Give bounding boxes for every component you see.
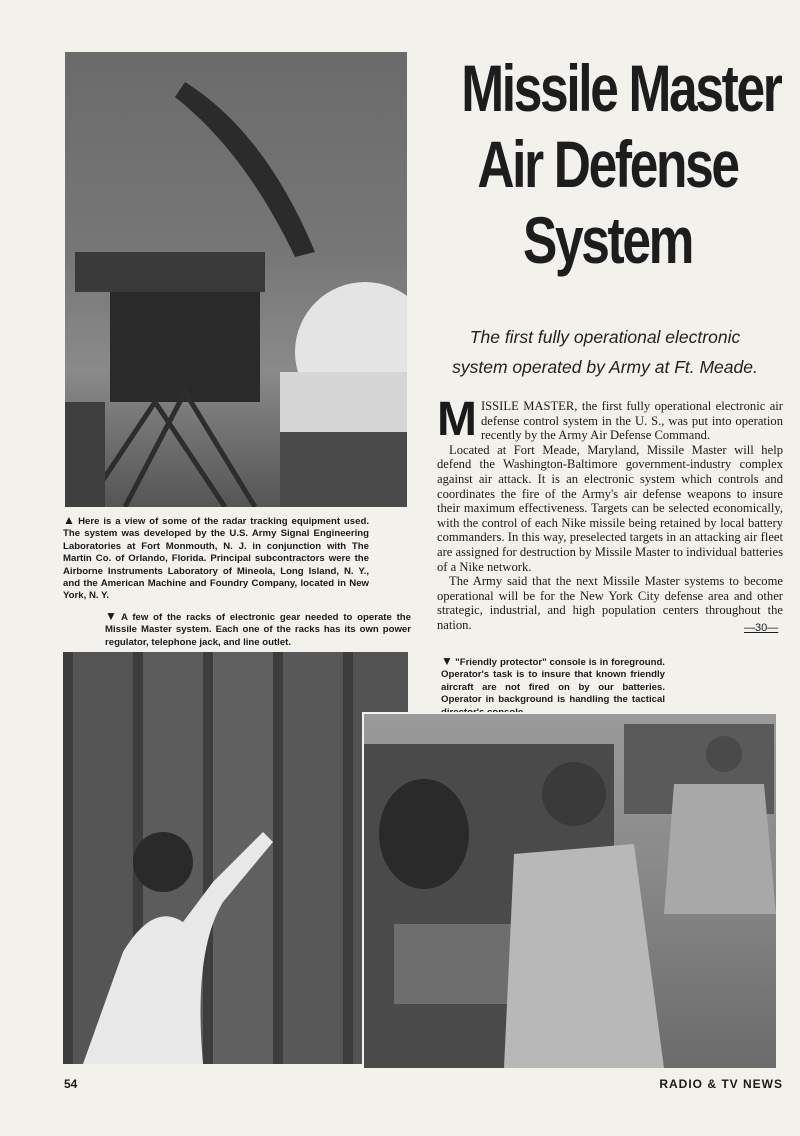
article-body xyxy=(437,393,783,633)
title-line: Missile Master xyxy=(461,51,781,125)
racks-photo-caption xyxy=(105,610,411,649)
article-paragraph: Located at Fort Meade, Maryland, Missile Master will help defend the Washington-Baltimore government-industry complex against air attack. It is an electronic system which controls and coordinates the fire of the Army's air defense weapons to insure their maximum effectiveness. Targets can be selected economically, with the control of each Nike missile being retained by local battery commanders. In this way, preselected targets in an attacking air fleet are assigned for destruction by Missile Master to individual batteries of a Nike network. xyxy=(437,442,783,574)
paragraph-text: ISSILE MASTER, the first fully operational electronic air defense control system in the U. S., was put into operation recently by the Army Air Defense Command. xyxy=(480,399,783,443)
drop-cap: M xyxy=(437,393,477,446)
radar-equipment-photo xyxy=(65,52,407,507)
subtitle-line: The first fully operational electronic xyxy=(469,327,741,347)
title-line: System xyxy=(522,203,693,277)
article-title xyxy=(461,50,781,278)
article-paragraph: The Army said that the next Missile Master systems to become operational will be for the New York City defense area and other strategic, industrial, and high population centers throughout the nation. xyxy=(437,574,783,632)
page-number: 54 xyxy=(64,1077,78,1091)
racks-illustration xyxy=(63,652,408,1064)
continuation-mark: —30— xyxy=(744,622,779,634)
title-line: Air Defense xyxy=(477,127,738,201)
radar-illustration xyxy=(65,52,407,507)
arrow-down-icon: ▼ xyxy=(441,654,454,668)
article-paragraph xyxy=(437,393,783,446)
magazine-name: RADIO & TV NEWS xyxy=(659,1077,783,1091)
arrow-up-icon: ▲ xyxy=(63,513,77,527)
caption-text: "Friendly protector" console is in foreground. Operator's task is to insure that known friendly aircraft are not fired on by our batteries. Operator in background is handling the tactical xyxy=(441,657,665,706)
caption-text: A few of the racks of electronic gear needed to operate the Missile Master system. Each one of the racks has its own power regulator, telephone jack, and line outlet. xyxy=(105,612,411,648)
caption-text: Here is a view of some of the radar tracking equipment used. The system was developed by the U.S. Army Signal Engineering Laboratories at Fort Monmouth, N. J. in conjunction with The Martin Co. of Orlando, Florida. Principal subcontractors were the Airborne Instruments Laboratory of Mineola, Long Island, N. Y., and the American Machine and Foundry Company, located in New York, N. Y. xyxy=(63,516,369,602)
console-illustration xyxy=(364,714,776,1068)
electronic-racks-photo xyxy=(63,652,408,1064)
subtitle-line: system operated by Army at Ft. Meade. xyxy=(452,357,758,377)
console-operators-photo xyxy=(362,712,778,1070)
radar-photo-caption xyxy=(63,514,369,603)
arrow-down-icon: ▼ xyxy=(105,609,119,623)
console-photo-caption xyxy=(441,655,665,719)
article-subtitle xyxy=(430,322,780,382)
